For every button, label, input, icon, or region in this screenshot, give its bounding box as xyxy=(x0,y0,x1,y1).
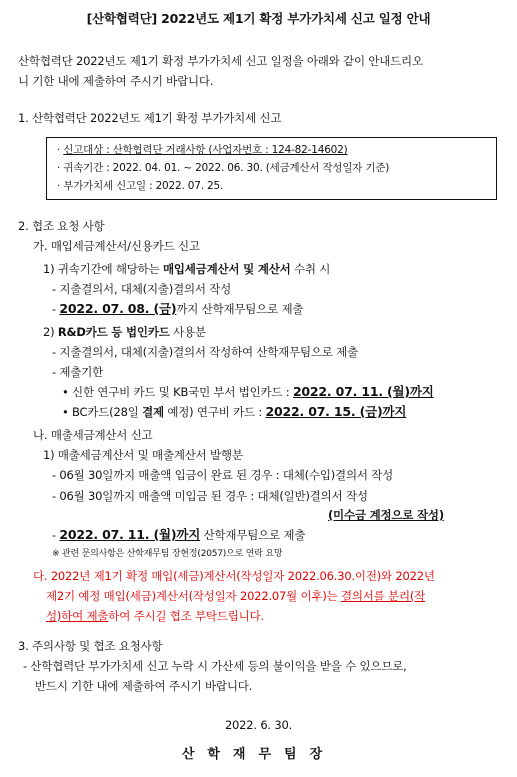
section1-heading: 1. 산학협력단 2022년도 제1기 확정 부가가치세 신고 xyxy=(18,111,282,125)
deadline-date: 2022. 07. 08. (금) xyxy=(59,301,177,316)
box-row-period: · 귀속기간 : 2022. 04. 01. ~ 2022. 06. 30. (세금계산서 작성일자 기준) xyxy=(57,162,390,174)
na-sub2: - 06월 30일까지 매출액 미입금 된 경우 : 대체(일반)결의서 작성 xyxy=(52,489,368,503)
ga-item2-sub1: - 지출결의서, 대체(지출)결의서 작성하여 산학재무팀으로 제출 xyxy=(52,345,358,359)
section3-line-1: - 산학협력단 부가가치세 신고 누락 시 가산세 등의 불이익을 받을 수 있으므로, xyxy=(23,659,407,673)
document-date: 2022. 6. 30. xyxy=(224,718,293,732)
deadline-date: 2022. 07. 11. (월)까지 xyxy=(292,384,434,399)
business-number: 신고대상 : 산학협력단 거래사항 (사업자번호 : 124-82-14602) xyxy=(63,144,348,156)
section2-heading: 2. 협조 요청 사항 xyxy=(18,219,105,233)
intro-line-1: 산학협력단 2022년도 제1기 확정 부가가치세 신고 일정을 아래와 같이 안내드리오 xyxy=(18,54,423,68)
section2-ga-heading: 가. 매입세금계산서/신용카드 신고 xyxy=(33,239,200,253)
section3-heading: 3. 주의사항 및 협조 요청사항 xyxy=(18,639,163,653)
ga-item2-bullet1: • 신한 연구비 카드 및 KB국민 부서 법인카드 : 2022. 07. 11. (월)까지 xyxy=(62,384,434,399)
intro-line-2: 니 기한 내에 제출하여 주시기 바랍니다. xyxy=(18,74,214,88)
ga-item1: 1) 귀속기간에 해당하는 매입세금계산서 및 계산서 수취 시 xyxy=(43,262,331,276)
da-line-2: 제2기 예정 매입(세금)계산서(작성일자 2022.07월 이후)는 결의서를 분리(작 xyxy=(46,589,426,603)
da-line-1: 다. 2022년 제1기 확정 매입(세금)계산서(작성일자 2022.06.30.이전)와 2022년 xyxy=(33,569,435,583)
ga-item1-sub2: - 2022. 07. 08. (금)까지 산학재무팀으로 제출 xyxy=(52,301,304,316)
schedule-box xyxy=(46,137,497,200)
deadline-date: 2022. 07. 15. (금)까지 xyxy=(265,404,407,419)
na-sub1: - 06월 30일까지 매출액 입금이 완료 된 경우 : 대체(수입)결의서 작성 xyxy=(52,468,394,482)
box-row-target: · 신고대상 : 산학협력단 거래사항 (사업자번호 : 124-82-14602) xyxy=(57,144,348,156)
na-item1: 1) 매출세금계산서 및 매출계산서 발행분 xyxy=(43,448,243,462)
signature: 산학재무팀장 xyxy=(181,747,336,762)
ga-item2: 2) R&D카드 등 법인카드 사용분 xyxy=(43,325,206,339)
ga-item2-bullet2: • BC카드(28일 결제 예정) 연구비 카드 : 2022. 07. 15. (금)까지 xyxy=(62,404,407,419)
na-sub2-note: (미수금 계정으로 작성) xyxy=(328,508,444,522)
section3-line-2: 반드시 기한 내에 제출하여 주시기 바랍니다. xyxy=(35,679,253,693)
ga-item1-sub1: - 지출결의서, 대체(지출)결의서 작성 xyxy=(52,282,232,296)
contact-note: ※ 관련 문의사항은 산학재무팀 장현정(2057)으로 연락 요망 xyxy=(52,549,283,559)
document-title: [산학협력단] 2022년도 제1기 확정 부가가치세 신고 일정 안내 xyxy=(86,11,431,26)
section2-na-heading: 나. 매출세금계산서 신고 xyxy=(33,428,153,442)
deadline-date: 2022. 07. 11. (월)까지 xyxy=(59,527,201,542)
box-row-filing-date: · 부가가치세 신고일 : 2022. 07. 25. xyxy=(57,180,224,192)
da-line-3: 성)하여 제출하여 주시길 협조 부탁드립니다. xyxy=(46,609,264,623)
na-sub3: - 2022. 07. 11. (월)까지 산학재무팀으로 제출 xyxy=(52,527,306,542)
ga-item2-sub2: - 제출기한 xyxy=(52,365,104,379)
